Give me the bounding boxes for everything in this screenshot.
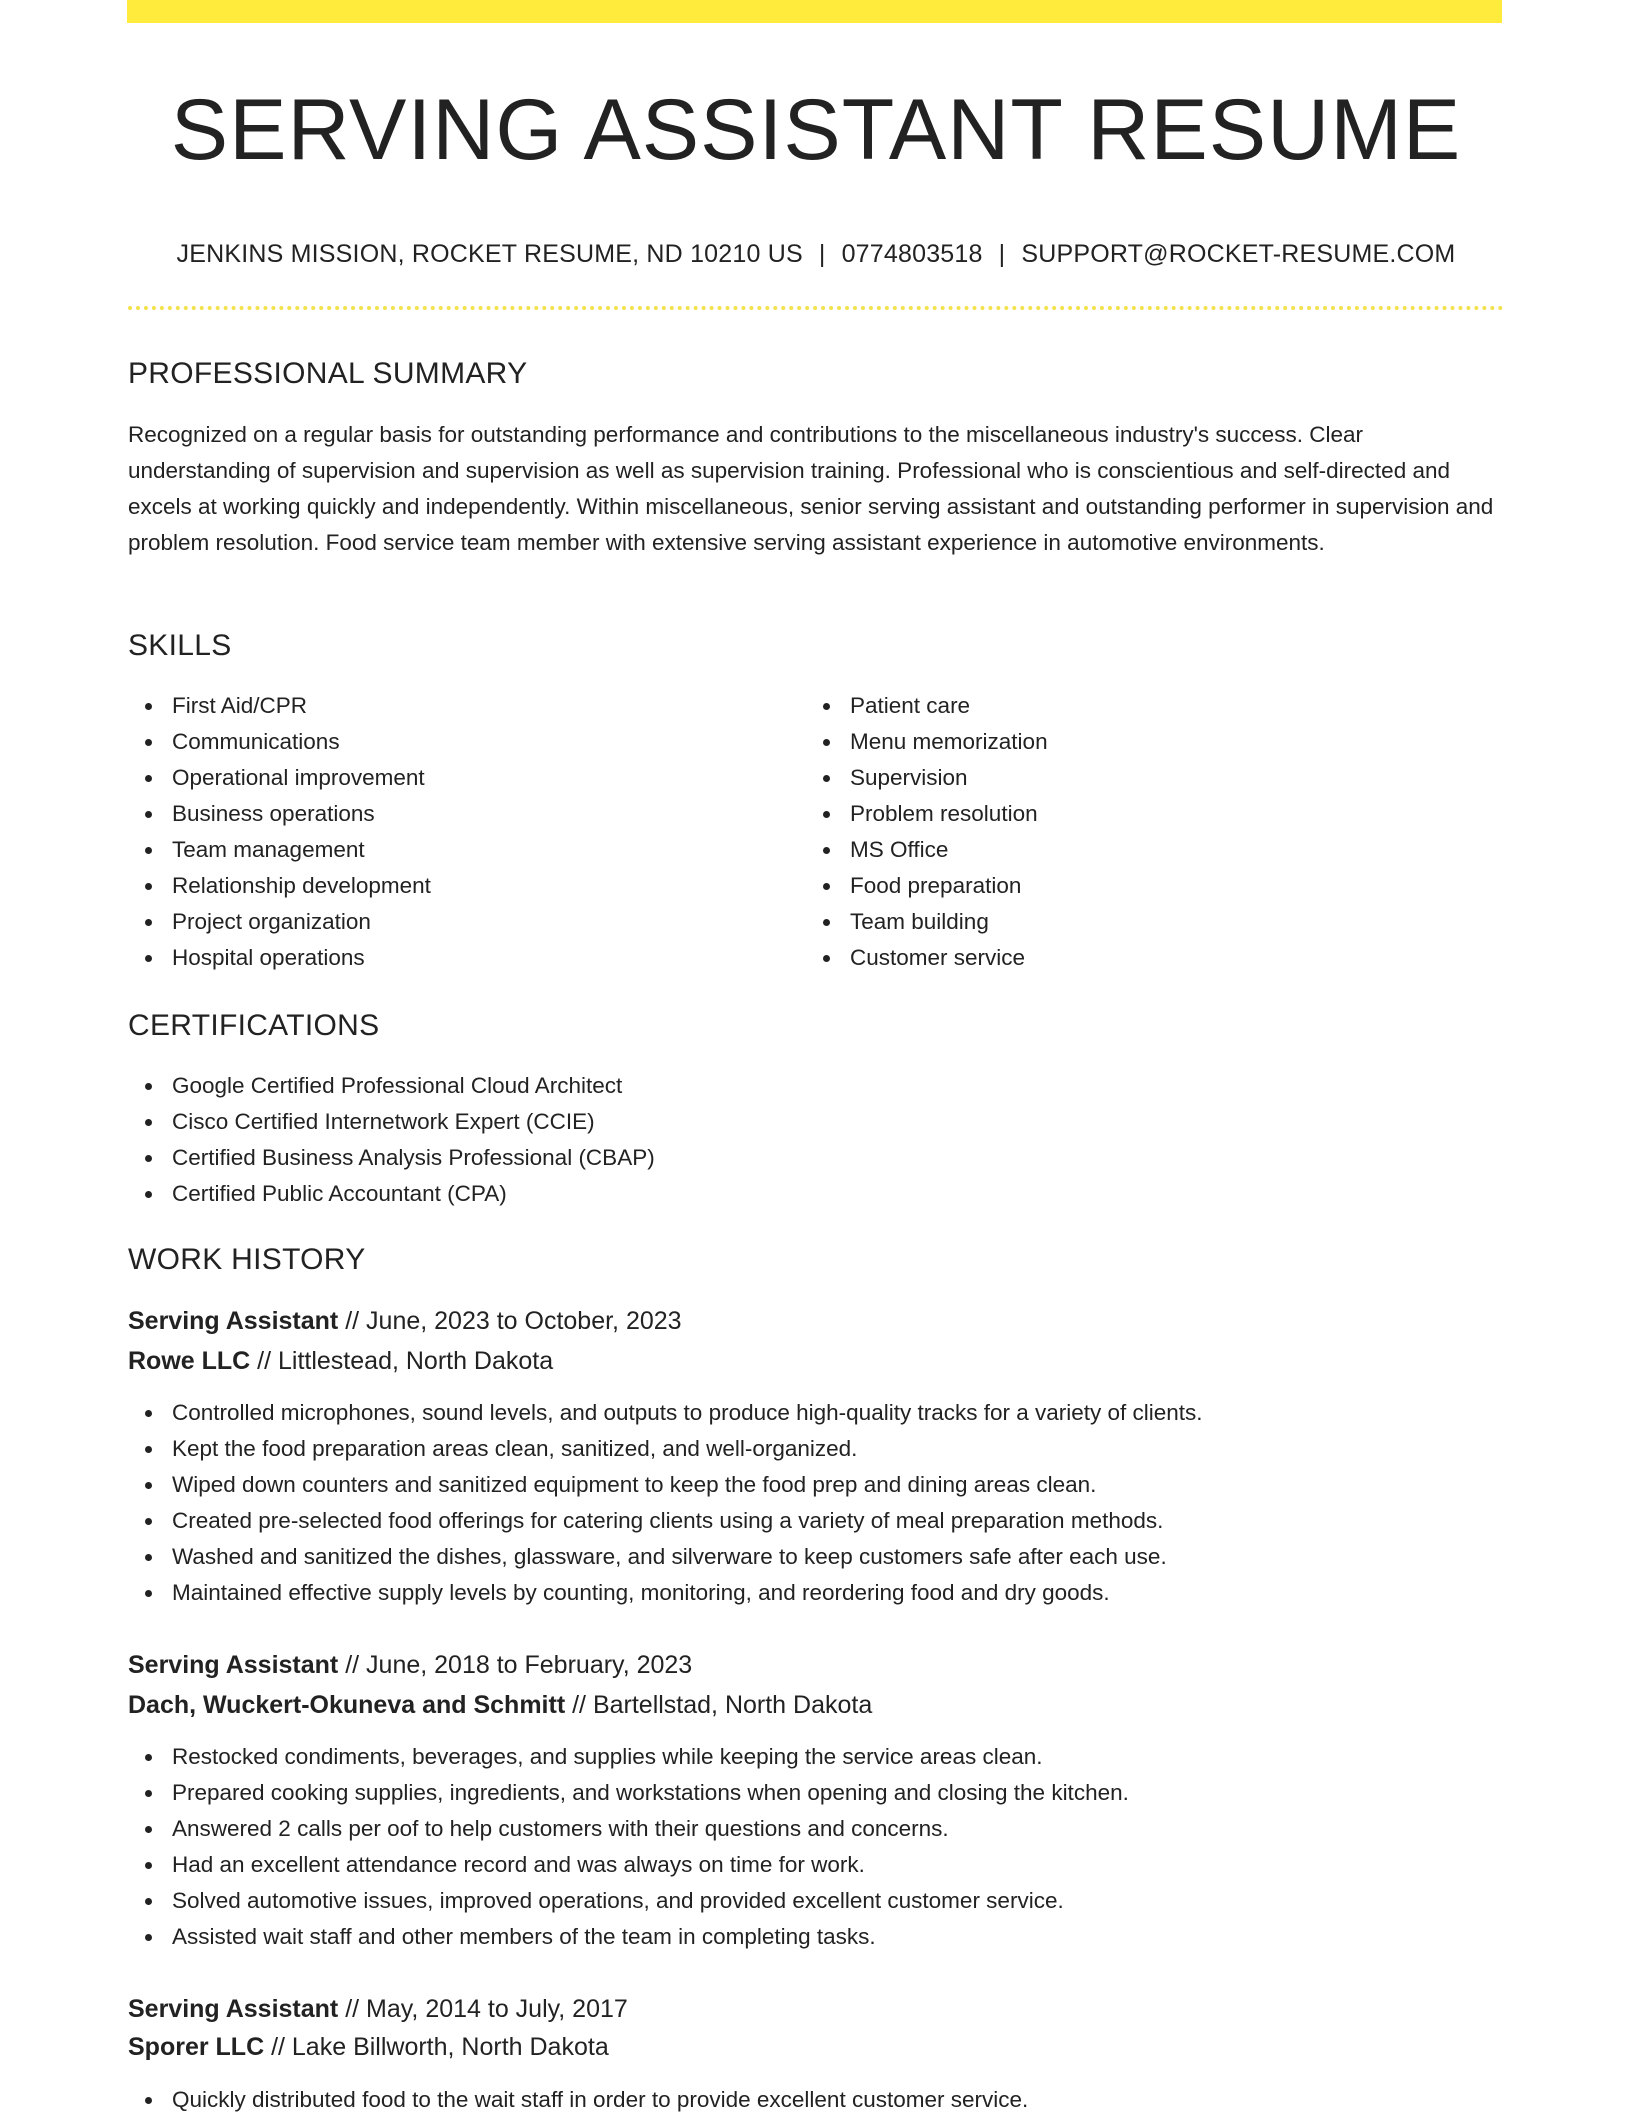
job-company: Rowe LLC [128,1347,251,1375]
contact-separator: | [818,240,826,268]
job-company: Dach, Wuckert-Okuneva and Schmitt [128,1691,566,1719]
skill-item: Team building [806,904,1048,940]
job-bullet: Kept the food preparation areas clean, sanitized, and well-organized. [128,1431,1203,1467]
job-company-line [128,2027,609,2067]
skill-item: Problem resolution [806,796,1048,832]
skill-item: Business operations [128,796,431,832]
job-title: Serving Assistant [128,1995,339,2023]
contact-phone: 0774803518 [841,240,983,268]
job-bullets [128,1739,1129,1955]
certifications-heading: CERTIFICATIONS [128,1009,380,1042]
job-dates: // June, 2023 to October, 2023 [338,1307,682,1335]
contact-address: JENKINS MISSION, ROCKET RESUME, ND 10210 US [176,240,803,268]
contact-email: SUPPORT@ROCKET-RESUME.COM [1021,240,1456,268]
job-title-line [128,1301,682,1341]
contact-separator: | [998,240,1006,268]
skill-item: MS Office [806,832,1048,868]
contact-line [128,236,1504,272]
job-bullet: Maintained effective supply levels by counting, monitoring, and reordering food and dry goods. [128,1575,1203,1611]
skill-item: Hospital operations [128,940,431,976]
skill-item: Team management [128,832,431,868]
skills-heading: SKILLS [128,629,232,662]
job-company-line [128,1341,553,1381]
job-company: Sporer LLC [128,2033,265,2061]
job-title-line [128,1645,692,1685]
skill-item: Menu memorization [806,724,1048,760]
job-bullet: Had an excellent attendance record and was always on time for work. [128,1847,1129,1883]
job-bullet: Restocked condiments, beverages, and supplies while keeping the service areas clean. [128,1739,1129,1775]
job-title: Serving Assistant [128,1307,339,1335]
job-bullets [128,1395,1203,1611]
page-title: SERVING ASSISTANT RESUME [170,82,1462,178]
job-location: // Lake Billworth, North Dakota [264,2033,609,2061]
job-bullets [128,2082,1028,2112]
skill-item: Operational improvement [128,760,431,796]
work-history-heading: WORK HISTORY [128,1243,366,1276]
job-location: // Littlestead, North Dakota [250,1347,554,1375]
certification-item: Certified Business Analysis Professional (CBAP) [128,1140,655,1176]
skill-item: Supervision [806,760,1048,796]
skill-item: Patient care [806,688,1048,724]
summary-text: Recognized on a regular basis for outstanding performance and contributions to the miscellaneous industry's success. Clear understanding of supervision and supervision as well as supervision training. Professional who is conscientious and self-directed and excels at working quickly and independently. Within miscellaneous, senior serving assistant and outstanding performer in supervision and problem resolution. Food service team member with extensive serving assistant experience in automotive environments. [128,422,1494,555]
skill-item: Communications [128,724,431,760]
job-title-line [128,1989,628,2029]
job-dates: // June, 2018 to February, 2023 [338,1651,693,1679]
skill-item: First Aid/CPR [128,688,431,724]
job-title: Serving Assistant [128,1651,339,1679]
skills-list-left [128,688,431,976]
summary-heading: PROFESSIONAL SUMMARY [128,357,528,390]
job-bullet: Answered 2 calls per oof to help customers with their questions and concerns. [128,1811,1129,1847]
job-bullet: Quickly distributed food to the wait staff in order to provide excellent customer service. [128,2082,1028,2112]
job-bullet: Solved automotive issues, improved operations, and provided excellent customer service. [128,1883,1129,1919]
job-location: // Bartellstad, North Dakota [565,1691,873,1719]
job-dates: // May, 2014 to July, 2017 [338,1995,628,2023]
skill-item: Relationship development [128,868,431,904]
certification-item: Cisco Certified Internetwork Expert (CCIE) [128,1104,655,1140]
skill-item: Food preparation [806,868,1048,904]
job-company-line [128,1685,872,1725]
skill-item: Project organization [128,904,431,940]
job-bullet: Washed and sanitized the dishes, glassware, and silverware to keep customers safe after each use. [128,1539,1203,1575]
job-bullet: Created pre-selected food offerings for catering clients using a variety of meal preparation methods. [128,1503,1203,1539]
accent-top-bar [127,0,1502,23]
job-bullet: Wiped down counters and sanitized equipment to keep the food prep and dining areas clean. [128,1467,1203,1503]
job-bullet: Assisted wait staff and other members of the team in completing tasks. [128,1919,1129,1955]
job-bullet: Prepared cooking supplies, ingredients, and workstations when opening and closing the kitchen. [128,1775,1129,1811]
dotted-divider [128,306,1504,310]
skill-item: Customer service [806,940,1048,976]
certification-item: Certified Public Accountant (CPA) [128,1176,655,1212]
certification-item: Google Certified Professional Cloud Architect [128,1068,655,1104]
job-bullet: Controlled microphones, sound levels, and outputs to produce high-quality tracks for a variety of clients. [128,1395,1203,1431]
skills-list-right [806,688,1048,976]
certifications-list [128,1068,655,1212]
